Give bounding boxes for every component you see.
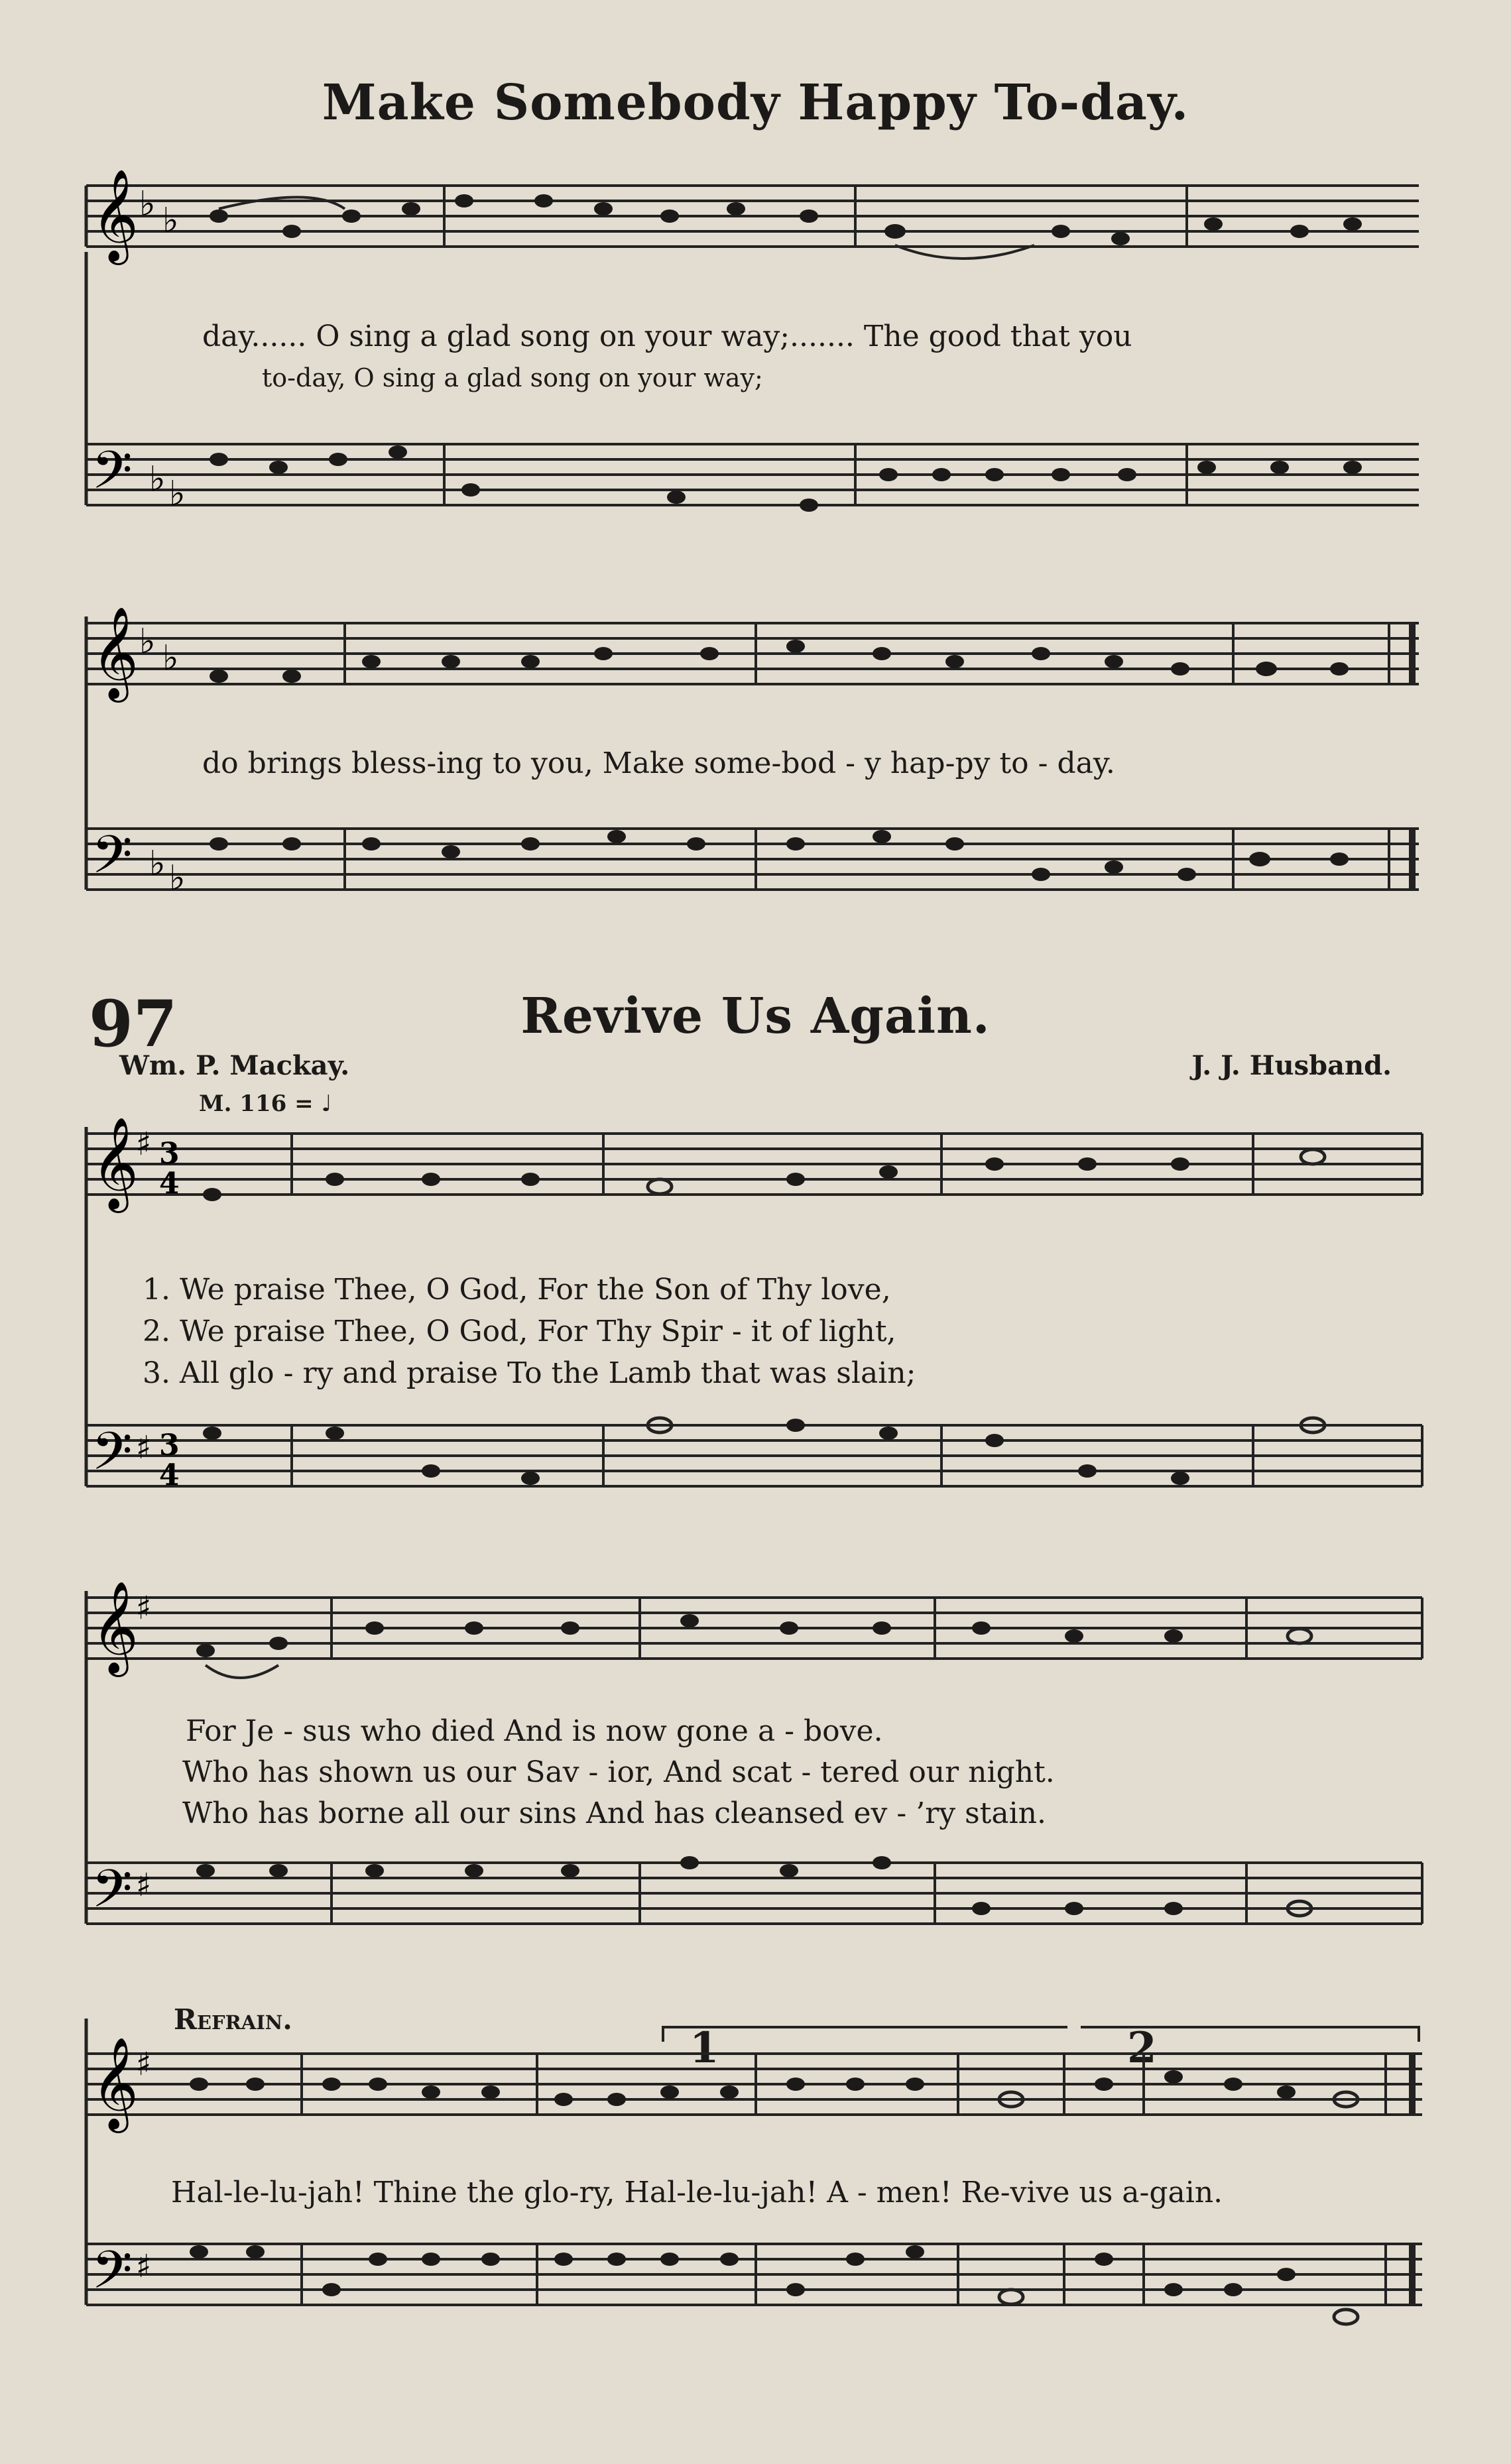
staff-bass-4 — [0, 1856, 1511, 1989]
verse-1-line-2: For Je - sus who died And is now gone a - bove. — [186, 1714, 883, 1748]
hymn-96-title: Make Somebody Happy To-day. — [322, 74, 1189, 131]
hymn-97-title: Revive Us Again. — [520, 988, 991, 1045]
metronome-marking: M. 116 = ♩ — [199, 1090, 332, 1117]
staff-bass-5 — [0, 2231, 1511, 2376]
svg-text:♯: ♯ — [136, 1867, 152, 1904]
bass-clef-icon: 𝄢 — [91, 2239, 133, 2314]
svg-text:♯: ♯ — [136, 1126, 152, 1163]
verse-3-line-1: 3. All glo - ry and praise To the Lamb that was slain; — [143, 1356, 916, 1390]
svg-text:♭: ♭ — [169, 474, 186, 514]
staff-treble-5 — [0, 2022, 1511, 2154]
refrain-label: Refrain. — [174, 2003, 292, 2036]
staff-bass-3 — [0, 1419, 1511, 1551]
svg-text:♯: ♯ — [136, 2046, 152, 2083]
hymn-96-lyric-line-1: day...... O sing a glad song on your way;....... The good that you — [202, 320, 1132, 353]
svg-text:♯: ♯ — [136, 2248, 152, 2285]
staff-treble-3 — [0, 1117, 1511, 1260]
hymn-96-lyric-line-2: do brings bless-ing to you, Make some-bod - y hap-py to - day. — [202, 746, 1115, 780]
verse-3-line-2: Who has borne all our sins And has cleansed ev - ’ry stain. — [182, 1796, 1046, 1830]
treble-clef-icon: 𝄞 — [91, 1581, 139, 1673]
treble-clef-icon: 𝄞 — [91, 2037, 139, 2129]
svg-text:4: 4 — [159, 1167, 180, 1201]
staff-bass-2 — [0, 822, 1511, 955]
svg-text:3: 3 — [159, 1137, 180, 1171]
svg-text:♯: ♯ — [136, 1429, 152, 1466]
svg-text:♭: ♭ — [149, 844, 166, 884]
svg-text:♭: ♭ — [149, 459, 166, 499]
words-credit: Wm. P. Mackay. — [119, 1050, 350, 1081]
staff-treble-1 — [0, 169, 1511, 312]
bass-clef-icon: 𝄢 — [91, 824, 133, 898]
verse-1-line-1: 1. We praise Thee, O God, For the Son of Thy love, — [143, 1273, 891, 1307]
treble-clef-icon: 𝄞 — [91, 169, 139, 261]
svg-text:♭: ♭ — [139, 184, 156, 224]
second-ending-number: 2 — [1127, 2023, 1157, 2073]
bass-clef-icon: 𝄢 — [91, 440, 133, 514]
first-ending-number: 1 — [690, 2023, 719, 2073]
staff-bass-1 — [0, 438, 1511, 570]
staff-treble-4 — [0, 1581, 1511, 1724]
bass-clef-icon: 𝄢 — [91, 1421, 133, 1495]
verse-2-line-2: Who has shown us our Sav - ior, And scat - tered our night. — [182, 1755, 1055, 1789]
svg-text:3: 3 — [159, 1429, 180, 1462]
treble-clef-icon: 𝄞 — [91, 1117, 139, 1209]
svg-text:♭: ♭ — [162, 638, 179, 678]
staff-treble-2 — [0, 607, 1511, 749]
svg-text:♭: ♭ — [169, 858, 186, 898]
verse-2-line-1: 2. We praise Thee, O God, For Thy Spir - it of light, — [143, 1315, 896, 1348]
svg-text:♭: ♭ — [139, 622, 156, 662]
hymn-96-lyric-line-1-alt: to-day, O sing a glad song on your way; — [262, 363, 763, 392]
svg-text:♭: ♭ — [162, 201, 179, 241]
refrain-lyric: Hal-le-lu-jah! Thine the glo-ry, Hal-le-lu-jah! A - men! Re-vive us a-gain. — [171, 2176, 1223, 2209]
treble-clef-icon: 𝄞 — [91, 607, 139, 699]
bass-clef-icon: 𝄢 — [91, 1858, 133, 1932]
svg-text:♯: ♯ — [136, 1590, 152, 1627]
hymn-number: 97 — [89, 986, 178, 1061]
music-credit: J. J. Husband. — [1191, 1050, 1392, 1081]
svg-text:4: 4 — [159, 1458, 180, 1492]
